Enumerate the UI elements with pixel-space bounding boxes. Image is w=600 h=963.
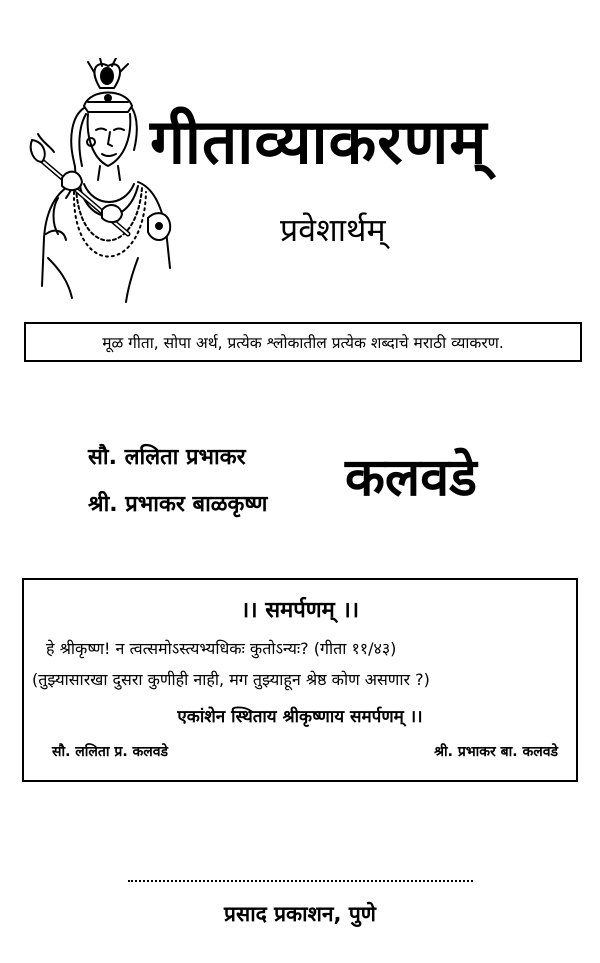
dedication-box (22, 578, 578, 782)
description-box (24, 322, 582, 362)
book-subtitle: प्रवेशार्थम् (280, 211, 386, 249)
dedication-translation: (तुझ्यासारखा दुसरा कुणीही नाही, मग तुझ्याहून श्रेष्ठ कोण असणार ?) (32, 670, 430, 689)
publisher-name: प्रसाद प्रकाशन, पुणे (224, 902, 376, 926)
krishna-with-flute-icon (28, 58, 178, 308)
author-second: श्री. प्रभाकर बाळकृष्ण (88, 492, 268, 517)
book-title: गीताव्याकरणम् (150, 105, 488, 178)
dedication-offering: एकांशेन स्थिताय श्रीकृष्णाय समर्पणम् ।। (177, 707, 423, 727)
dotted-divider (128, 880, 473, 882)
author-surname: कलवडे (345, 448, 477, 508)
signature-left: सौ. ललिता प्र. कलवडे (52, 744, 169, 760)
author-first: सौ. ललिता प्रभाकर (88, 445, 246, 470)
dedication-verse: हे श्रीकृष्ण! न त्वत्समोऽस्त्यभ्यधिकः कुतोऽन्यः? (गीता ११/४३) (46, 639, 397, 658)
dedication-heading: ।। समर्पणम् ।। (240, 598, 360, 623)
description-text: मूळ गीता, सोपा अर्थ, प्रत्येक श्लोकातील प्रत्येक शब्दाचे मराठी व्याकरण. (102, 334, 504, 352)
signature-right: श्री. प्रभाकर बा. कलवडे (434, 744, 558, 760)
